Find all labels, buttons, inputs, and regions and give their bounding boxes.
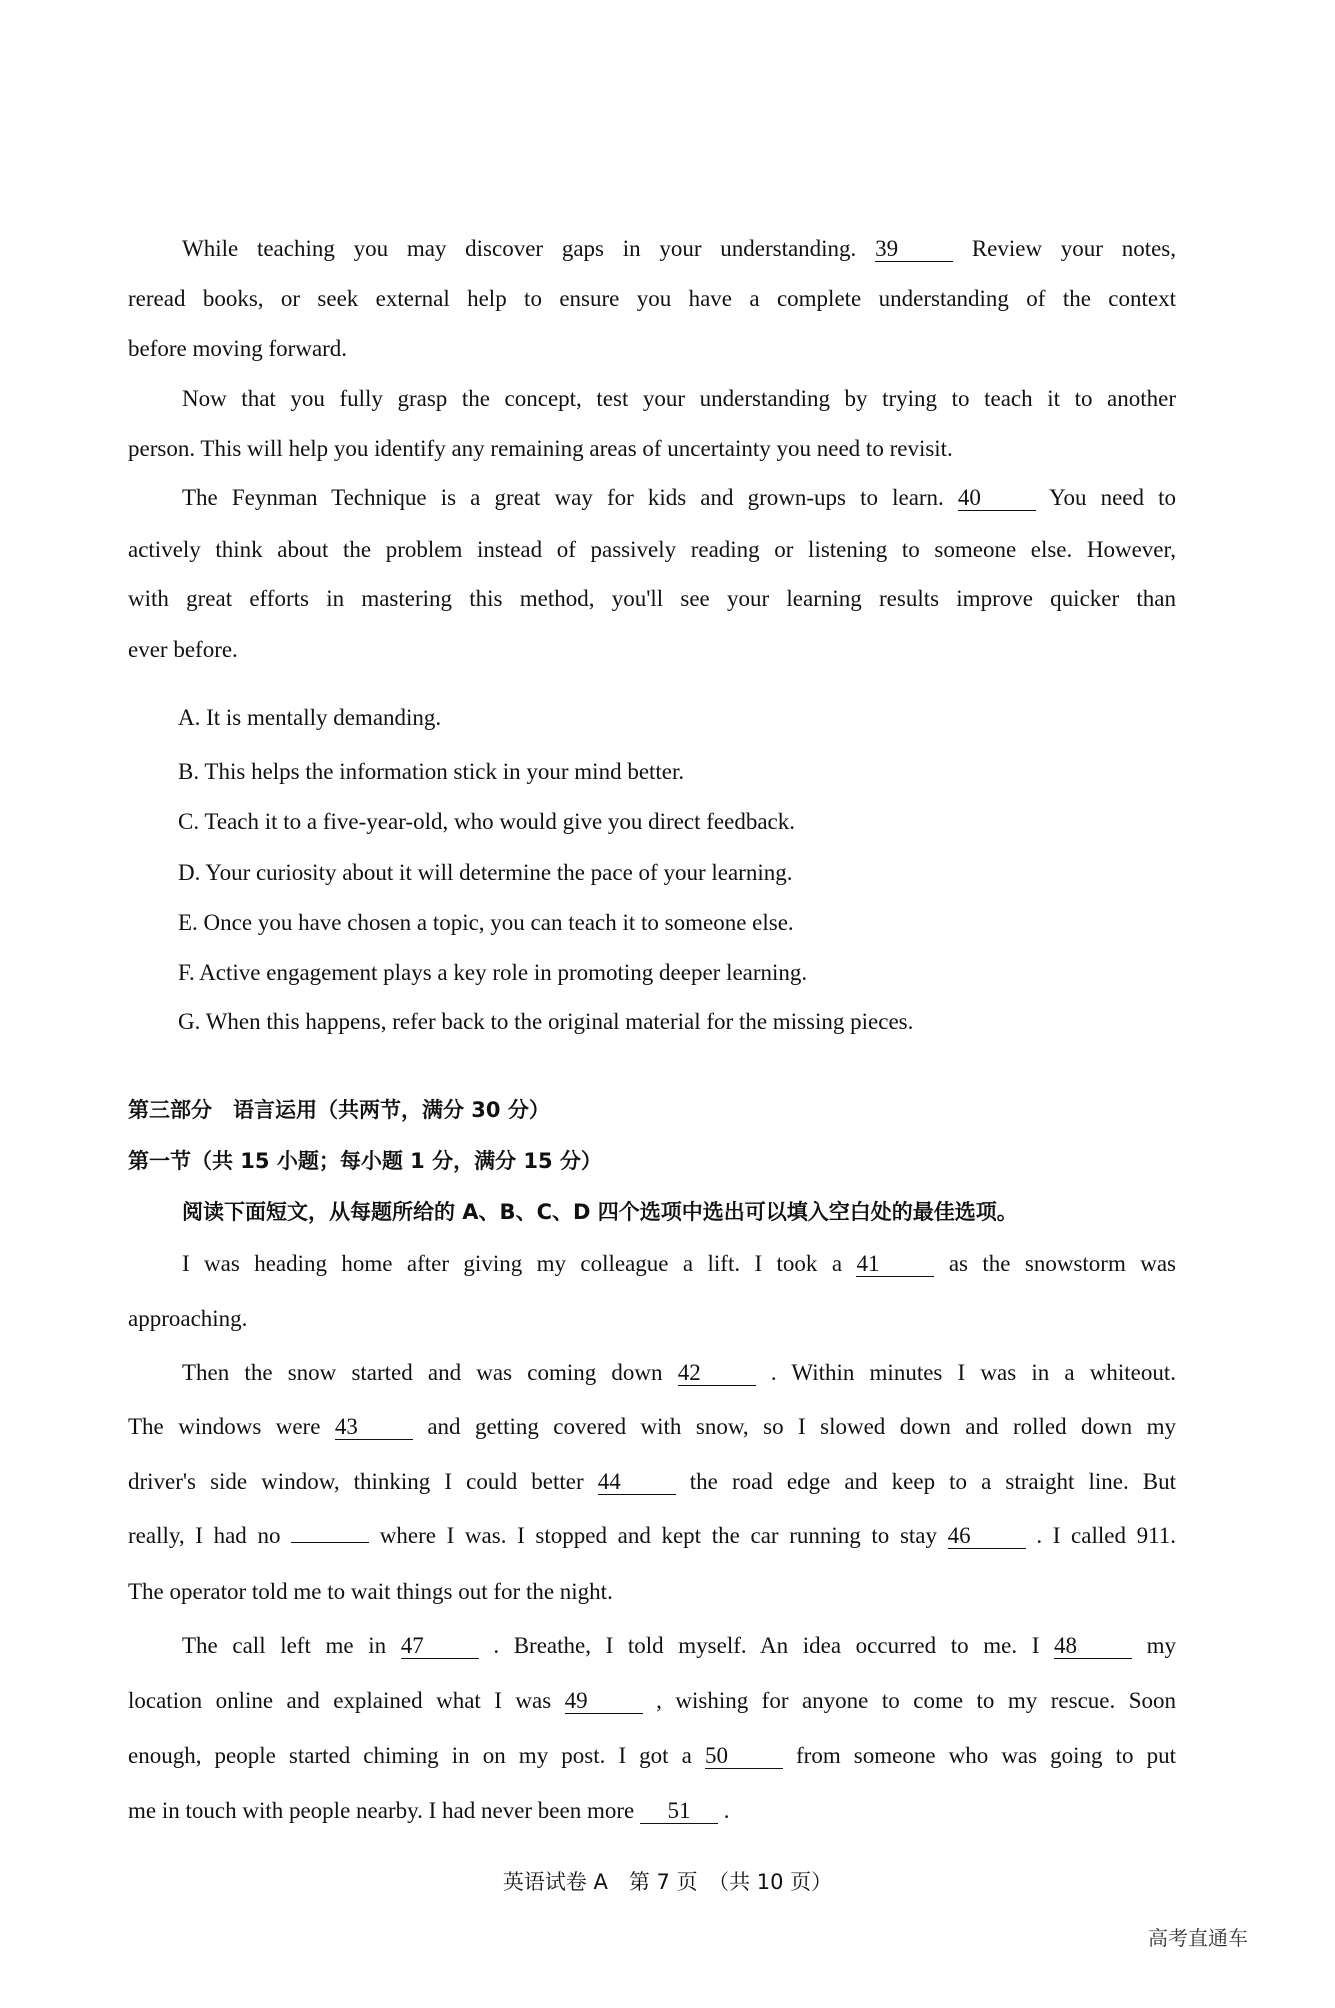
text-segment: driver's side window, thinking I could better: [128, 1469, 598, 1494]
text-segment: Then the snow started and was coming down: [182, 1360, 678, 1385]
text-segment: me in touch with people nearby. I had never been more: [128, 1798, 640, 1823]
blank-49: 49: [565, 1689, 643, 1714]
text-segment: reread books, or seek external help to ensure you have a complete understanding of the context: [128, 286, 1176, 311]
option-E: E. Once you have chosen a topic, you can teach it to someone else.: [178, 910, 794, 935]
text-segment: the road edge and keep to a straight line. But: [689, 1469, 1176, 1494]
text-line: [128, 1520, 1176, 1552]
text-segment: where I was. I stopped and kept the car running to stay: [379, 1523, 948, 1548]
text-segment: ever before.: [128, 637, 238, 662]
option-A: A. It is mentally demanding.: [178, 705, 442, 730]
text-segment: as the snowstorm was: [948, 1251, 1177, 1276]
blank-50: 50: [705, 1744, 783, 1769]
text-segment: You need to: [1049, 485, 1176, 510]
blank-48: 48: [1054, 1634, 1132, 1659]
blank-46: 46: [948, 1524, 1026, 1549]
blank-51: 51: [640, 1799, 718, 1824]
text-line: [128, 1795, 1176, 1827]
blank-39: 39: [875, 237, 953, 262]
text-segment: with great efforts in mastering this method, you'll see your learning results improve quicker than: [128, 586, 1176, 611]
text-segment: The call left me in: [182, 1633, 401, 1658]
watermark: 高考直通车: [1148, 1926, 1248, 1950]
text-line: [182, 482, 1176, 514]
text-segment: The Feynman Technique is a great way for kids and grown-ups to learn.: [182, 485, 958, 510]
option-C: C. Teach it to a five-year-old, who would give you direct feedback.: [178, 809, 796, 834]
text-line: [128, 283, 1176, 315]
text-line: [128, 1685, 1176, 1717]
text-segment: .: [723, 1798, 730, 1823]
instruction: 阅读下面短文，从每题所给的 A、B、C、D 四个选项中选出可以填入空白处的最佳选项。: [182, 1200, 1018, 1224]
text-segment: enough, people started chiming in on my post. I got a: [128, 1743, 705, 1768]
blank-40: 40: [958, 486, 1036, 511]
text-line: [182, 233, 1176, 265]
option-D: D. Your curiosity about it will determine the pace of your learning.: [178, 860, 793, 885]
text-segment: really, I had no: [128, 1523, 292, 1548]
text-line: [128, 634, 1176, 666]
text-line: [128, 1740, 1176, 1772]
text-line: [128, 1303, 1176, 1335]
text-segment: . Breathe, I told myself. An idea occurred to me. I: [493, 1633, 1054, 1658]
text-line: [128, 534, 1176, 566]
text-segment: before moving forward.: [128, 336, 348, 361]
text-segment: The operator told me to wait things out for the night.: [128, 1579, 613, 1604]
text-segment: person. This will help you identify any remaining areas of uncertainty you need to revisit.: [128, 436, 953, 461]
text-line: [128, 1466, 1176, 1498]
text-segment: Review your notes,: [971, 236, 1177, 261]
text-line: [128, 1576, 1176, 1608]
blank-43: 43: [335, 1415, 413, 1440]
text-line: [128, 583, 1176, 615]
text-segment: approaching.: [128, 1306, 248, 1331]
text-line: [128, 433, 1176, 465]
text-line: [128, 333, 1176, 365]
blank-44: 44: [598, 1470, 676, 1495]
text-segment: and getting covered with snow, so I slowed down and rolled down my: [427, 1414, 1176, 1439]
text-segment: The windows were: [128, 1414, 335, 1439]
option-F: F. Active engagement plays a key role in promoting deeper learning.: [178, 960, 808, 985]
text-segment: location online and explained what I was: [128, 1688, 565, 1713]
text-segment: , wishing for anyone to come to my rescue. Soon: [656, 1688, 1176, 1713]
text-segment: . Within minutes I was in a whiteout.: [770, 1360, 1177, 1385]
blank-42: 42: [678, 1361, 756, 1386]
text-line: [128, 1411, 1176, 1443]
text-segment: actively think about the problem instead of passively reading or listening to someone else. However,: [128, 537, 1176, 562]
text-segment: my: [1146, 1633, 1177, 1658]
text-segment: I was heading home after giving my colleague a lift. I took a: [182, 1251, 857, 1276]
text-line: [182, 383, 1176, 415]
text-line: [182, 1357, 1176, 1389]
section-subtitle: 第一节（共 15 小题；每小题 1 分，满分 15 分）: [128, 1149, 602, 1173]
option-G: G. When this happens, refer back to the original material for the missing pieces.: [178, 1009, 914, 1034]
page-footer: 英语试卷 A 第 7 页 （共 10 页）: [502, 1870, 833, 1894]
blank-41: 41: [856, 1252, 934, 1277]
blank-empty: [291, 1542, 369, 1543]
text-segment: While teaching you may discover gaps in your understanding.: [182, 236, 876, 261]
option-B: B. This helps the information stick in your mind better.: [178, 759, 685, 784]
text-segment: Now that you fully grasp the concept, test your understanding by trying to teach it to another: [182, 386, 1176, 411]
text-segment: . I called 911.: [1036, 1523, 1177, 1548]
blank-47: 47: [401, 1634, 479, 1659]
text-segment: from someone who was going to put: [796, 1743, 1176, 1768]
text-line: [182, 1248, 1176, 1280]
part-title: 第三部分 语言运用（共两节，满分 30 分）: [128, 1098, 550, 1122]
text-line: [182, 1630, 1176, 1662]
